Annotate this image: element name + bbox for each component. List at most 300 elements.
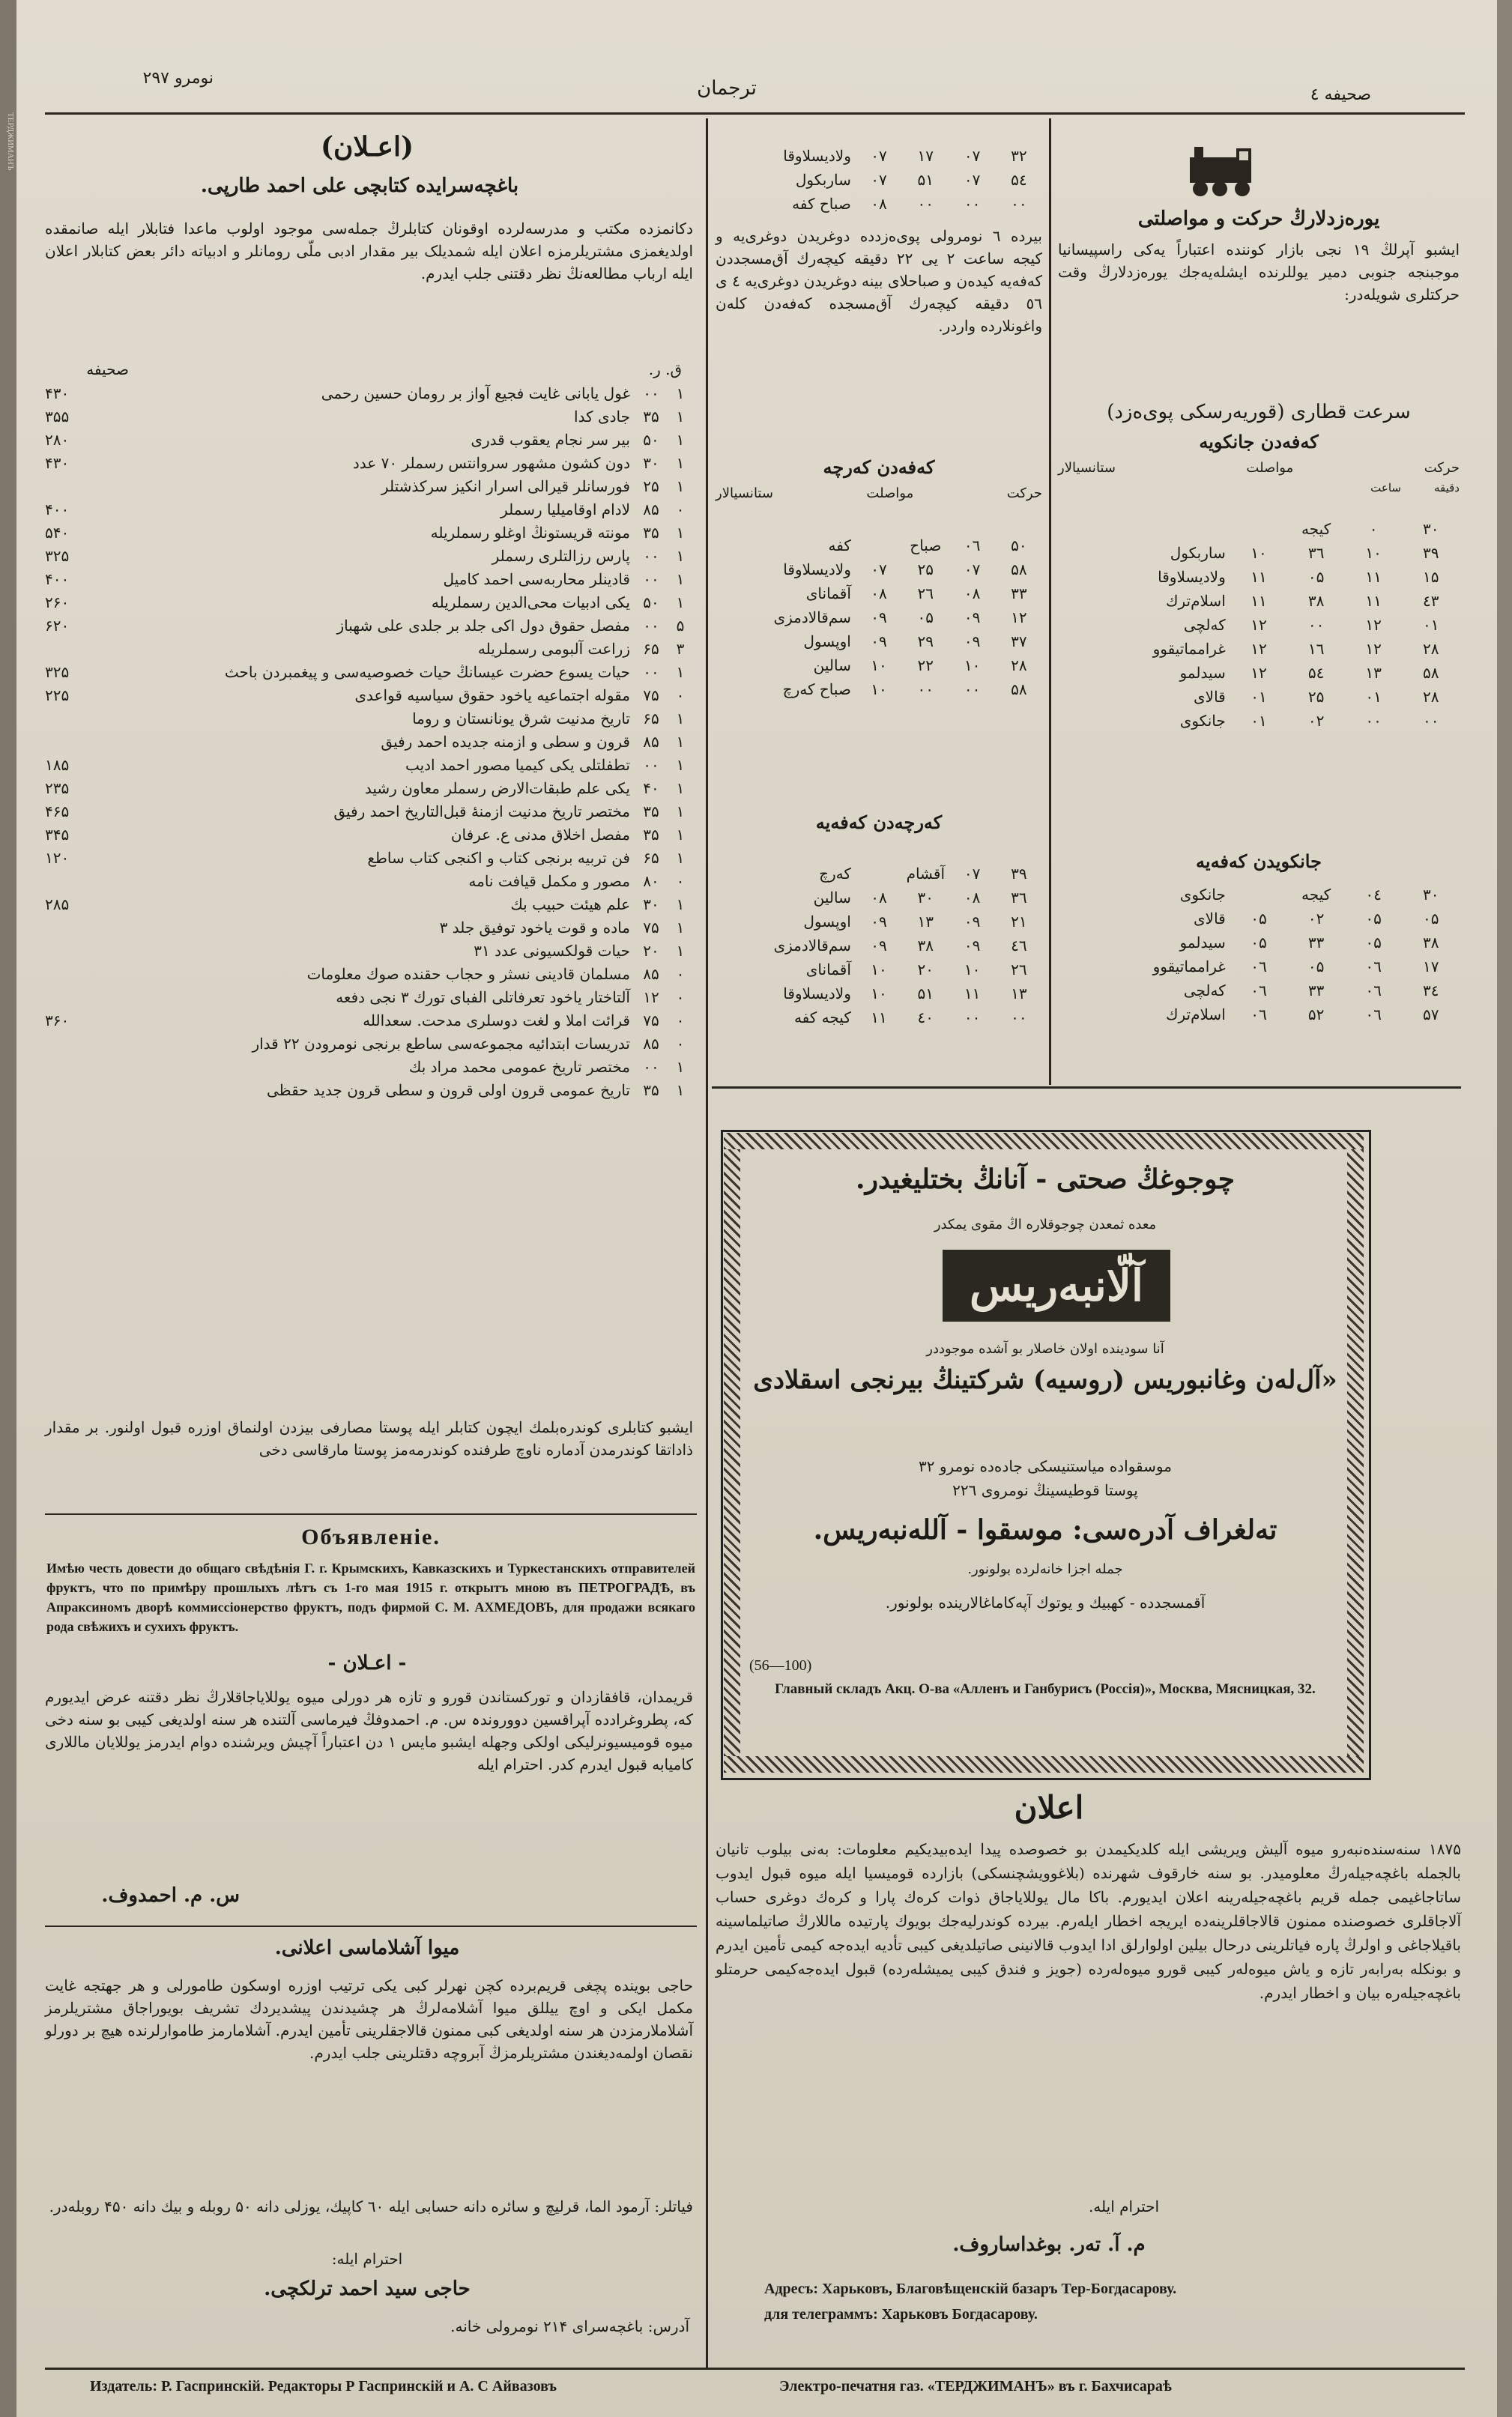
head-depart: حرکت: [1424, 460, 1460, 476]
time-cell: ۱۲: [1251, 640, 1267, 658]
book-row: [45, 429, 693, 452]
book-title: ماده و قوت یاخود توفیق جلد ۳: [439, 919, 630, 937]
book-price: ۴۰۰: [45, 500, 70, 518]
book-price: ۱۲۰: [45, 849, 70, 867]
time-cell: ۱۱: [871, 1008, 887, 1026]
time-cell: ۱٦: [1307, 640, 1325, 658]
col-header-qty: ق. ر.: [648, 360, 682, 378]
book-title: مسلمان قادینی نسثر و حجاب حقنده صوك معلومات: [306, 965, 630, 983]
time-cell: ۰۵: [1251, 910, 1267, 928]
book-row: [45, 614, 693, 638]
timetable-row: [716, 1005, 1042, 1029]
book-price: ۶۲۰: [45, 617, 70, 635]
book-qty: ۵: [676, 617, 685, 635]
book-title: حیات قولکسیونی عدد ۳۱: [474, 942, 630, 960]
time-cell: ۵۸: [1422, 664, 1439, 682]
time-cell: ۰۷: [964, 171, 981, 189]
time-cell: ۰۸: [964, 584, 981, 602]
table4-title: که‌رچه‌دن که‌فه‌یه: [815, 811, 943, 833]
ad-sold: جمله اجزا خانه‌لرده بولونور.: [967, 1561, 1123, 1577]
book-qty: ۱: [676, 1081, 685, 1099]
timetable-row: [716, 958, 1042, 981]
elan3-text: ۱۸۷۵ سنه‌سندەنبەرو میوه آلیش ویریشی ایله کلدیکیمدن بو خصوصده پیدا ایده‌بیدیکیم معلومات: بەنی بیلوب تانیان بالجمله باغچەجیلەرڭ معلومیدر. بو سنه خارقوف شهرنده (بلاغوویشچنسکی) بازارده قومیسیا ایله میوه قبول ایدوب ساتاجاغیمی جمله قریم باغچەجیلەرینه اعلان ایدیورم. باکا مال یوللایاجاق ذوات کرەك پارا و کرەك دوغری حساب آلاجاقلری خصوصنده ممنون قالاجاقلرینه‌ده ایریجه اخطار ایلەرم. بیرده کوندرلیه‌جك بویوك پارتیده ماللارڭ صاتیلماسینه باقیلاجاغی و اولرڭ پاره فیاتلرینی درحال بیلین اولوارلق ادا ایدوب قالانینی صاتیلدیغی کیبی تأدیه ایده‌جه کیمی تأمین ایدرم و بونکله بەرابەر تازه و یاش میوه‌لەر کیبی قورو میوه‌لەرده (جویز و فندق کیبی یمیشلەرده) قبول ایده‌جه‌کیمی حرمتلو باغچەجیلەره بیان و اخطار ایدرم.: [716, 1840, 1461, 2002]
time-cell: کیجه: [1301, 886, 1331, 904]
book-qty: ۱: [676, 710, 685, 727]
time-cell: ۰۸: [871, 195, 887, 213]
head-saat: ساعت: [1370, 481, 1401, 494]
time-cell: [856, 533, 902, 557]
time-cell: ۰۰: [1011, 1008, 1027, 1026]
station-name: کیجه کفه: [793, 1008, 851, 1026]
book-row: [45, 638, 693, 661]
time-cell: [856, 862, 902, 886]
rail-title: یوره‌زدلارڭ حرکت و مواصلتی: [1137, 208, 1380, 230]
book-row: [45, 847, 693, 870]
station-name: سم‌قالادمزی: [773, 608, 851, 626]
book-title: مفصل اخلاق مدنی ع. عرفان: [450, 826, 630, 844]
elan3-title: اعلان: [1014, 1789, 1084, 1826]
station-name: صباح کفه: [792, 195, 851, 213]
book-volume: ۴۰: [643, 779, 659, 797]
book-qty: ۱: [676, 849, 685, 867]
timetable-row: [1058, 661, 1460, 685]
timetable-row: [716, 557, 1042, 581]
timetable-row: [1058, 907, 1460, 931]
time-cell: ۰۵: [1251, 934, 1267, 952]
book-title: مفصل حقوق دول اکی جلد بر جلدی علی شهباز: [336, 617, 630, 635]
time-cell: ۰۵: [1307, 568, 1325, 586]
book-price: ۲۸۰: [45, 431, 70, 449]
page-edge-left: [0, 0, 16, 2417]
brand-logo: آلّانبه‌ریس: [943, 1250, 1170, 1322]
time-cell: ۰۵: [1422, 910, 1439, 928]
book-qty: ۰: [676, 500, 685, 518]
ad-telegraph: ته‌لغراف آدره‌سی: موسقوا - آللەنبه‌ریس.: [813, 1514, 1277, 1546]
time-cell: ۲٦: [1011, 961, 1027, 978]
book-title: پارس رزالتلری رسملر: [492, 547, 630, 565]
book-price: [45, 707, 105, 730]
book-row: [45, 893, 693, 916]
book-row: [45, 940, 693, 963]
book-title: تدریسات ابتدائیه مجموعه‌سی ساطع برنجی نومرودن ۲۲ قدار: [252, 1035, 630, 1053]
time-cell: ۰۰: [964, 680, 981, 698]
time-cell: ۱۳: [1011, 984, 1027, 1002]
station-name: که‌لچی: [1183, 616, 1226, 634]
elan3-ru-address: [764, 2278, 1454, 2300]
time-cell: ۰۷: [871, 171, 887, 189]
book-price: [45, 916, 105, 940]
head3-arrive: مواصلت: [866, 485, 914, 501]
station-name: کفه: [828, 536, 851, 554]
time-cell: ۳۰: [1422, 520, 1439, 538]
station-name: که‌رچ: [819, 865, 851, 883]
head-arrive: مواصلت: [1246, 460, 1294, 476]
book-volume: ۵۰: [643, 593, 659, 611]
timetable-1: [1058, 517, 1460, 733]
time-cell: ۳۸: [917, 937, 934, 955]
station-name: صباح که‌رچ: [782, 680, 851, 698]
time-cell: صباح: [910, 536, 942, 554]
time-cell: ۰۷: [964, 865, 981, 883]
time-cell: ۳۲: [1011, 147, 1027, 165]
time-cell: ۲۸: [1422, 640, 1439, 658]
book-title: مقوله اجتماعیه یاخود حقوق سیاسیه قواعدی: [354, 686, 630, 704]
time-cell: ۱۷: [1422, 958, 1439, 975]
timetable-row: [1058, 541, 1460, 565]
ad-address1: موسقواده میاستنیسکی جاده‌ده نومرو ۳۲: [919, 1457, 1172, 1475]
time-cell: ۳۹: [1422, 544, 1439, 562]
fruit-text: حاجی بوینده پچغی قریم‌برده کچن نهرلر کبی یکی ترتیب اوزره اوسکون طامورلی و هر جهتجه غایت مکمل ایکی و اوچ ییللق میوا آشلامه‌لرڭ هر چشیدندن پیشدیردك تشریف بویوراجاق مشتریلرمز آشلاملارمزدن هر سنه اولدیغی کبی ممنون قالاجقلرینی تأمین ایدرم. آشلامارمز طاموارلرنده هیچ بر دورلو نقصان اولمه‌دیغندن مشتریلرمزڭ آبروچه دقتلرینی جلب ایدرم.: [45, 1976, 693, 2062]
time-cell: ۰۸: [871, 584, 887, 602]
ad-sub2: آنا سودینده اولان خاصلار بو آشده موجوددر: [926, 1341, 1164, 1357]
book-volume: ۳۵: [643, 524, 659, 542]
book-row: [45, 754, 693, 777]
time-cell: ۱۱: [964, 984, 981, 1002]
time-cell: ۰۰: [917, 195, 934, 213]
time-cell: ۱۲: [1251, 664, 1267, 682]
rule-1: [45, 1513, 697, 1515]
book-qty: ۱: [676, 524, 685, 542]
time-cell: ۰٦: [1365, 958, 1382, 975]
timetable-row: [716, 629, 1042, 653]
station-name: اوپسول: [803, 632, 851, 650]
ad-sub1: معده ثمعدن چوجوقلاره اڭ مقوی یمکدر: [934, 1217, 1157, 1232]
ru-address: Харьковъ, Благовѣщенскiй базаръ Тер-Богдасарову.: [822, 2281, 1177, 2297]
timetable-row: [1058, 931, 1460, 955]
station-name: جانکوی: [1179, 712, 1226, 730]
head-station: ستانسیالار: [1058, 460, 1116, 476]
timetable-row: [716, 605, 1042, 629]
book-row: [45, 475, 693, 498]
book-qty: ۱: [676, 802, 685, 820]
book-title: فن تربیه برنجی کتاب و اکنجی کتاب ساطع: [367, 849, 630, 867]
timetable-row: [716, 981, 1042, 1005]
time-cell: ۱۰: [1365, 544, 1382, 562]
elan3-ru-tel: [764, 2303, 1454, 2326]
book-price: ۴۳۰: [45, 384, 70, 402]
timetable-mid-top: [716, 144, 1042, 216]
time-cell: ۱۳: [917, 913, 934, 931]
page-edge-right: [1497, 0, 1512, 2417]
time-cell: ۳٦: [1307, 544, 1325, 562]
timetable-row: [1058, 637, 1460, 661]
footer-publisher: Издатель: Р. Гаспринскiй. Редакторы Р Гаспринскiй и А. С Айвазовъ: [90, 2378, 557, 2395]
time-cell: ۱۰: [871, 680, 887, 698]
station-name: [1058, 517, 1230, 541]
book-price: [45, 475, 105, 498]
fruit-regards: احترام ایله:: [331, 2250, 403, 2268]
station-name: سیدلمو: [1179, 934, 1226, 952]
station-name: جانکوی: [1179, 886, 1226, 904]
book-price: [45, 730, 105, 754]
ad-border-left: [724, 1149, 740, 1756]
time-cell: ٤٠: [917, 1008, 934, 1026]
book-row: [45, 1032, 693, 1056]
book-volume: ۳۵: [643, 826, 659, 844]
book-price: ۳۵۵: [45, 408, 70, 426]
book-qty: ۱: [676, 593, 685, 611]
time-cell: ۰۹: [871, 632, 887, 650]
book-title: قرائت املا و لغت دوسلری مدحت. سعدالله: [363, 1011, 630, 1029]
book-volume: ۰۰: [643, 1058, 659, 1076]
column-divider-right: [1049, 118, 1051, 1085]
book-title: قادینلر محاربه‌سی احمد کامیل: [443, 570, 630, 588]
time-cell: ۰۱: [1365, 688, 1382, 706]
ad-border-top: [724, 1133, 1364, 1149]
station-name: غرامماتیقوو: [1152, 958, 1226, 975]
timetable-row: [1058, 517, 1460, 541]
book-qty: ۱: [676, 756, 685, 774]
timetable-row: [716, 168, 1042, 192]
book-qty: ۱: [676, 408, 685, 426]
book-title: تاریخ مدنیت شرق یونانستان و روما: [412, 710, 630, 727]
book-price: ۴۳۰: [45, 454, 70, 472]
book-volume: ۸۵: [643, 500, 659, 518]
time-cell: ۰٦: [1365, 981, 1382, 999]
book-qty: ۰: [676, 965, 685, 983]
time-cell: آقشام: [906, 865, 946, 883]
book-volume: ۵۰: [643, 431, 659, 449]
book-title: قرون و سطی و ازمنه جدیده احمد رفیق: [381, 733, 630, 751]
book-volume: ۲۰: [643, 942, 659, 960]
time-cell: [1230, 517, 1288, 541]
time-cell: ۱۰: [871, 656, 887, 674]
station-name: اسلام‌ترك: [1166, 1005, 1226, 1023]
time-cell: ۰۹: [964, 608, 981, 626]
book-price: ۱۸۵: [45, 756, 70, 774]
book-qty: ۰: [676, 1035, 685, 1053]
newspaper-name: ترجمان: [697, 77, 757, 100]
station-name: ولادیسلاوقا: [1158, 568, 1226, 586]
time-cell: ۳۷: [1011, 632, 1027, 650]
time-cell: ۲۱: [1011, 913, 1027, 931]
book-price: ۲۳۵: [45, 779, 70, 797]
book-qty: ۱: [676, 826, 685, 844]
time-cell: ۵٤: [1307, 664, 1325, 682]
book-title: تطفلتلی یکی کیمیا مصور احمد ادیب: [405, 756, 630, 774]
time-cell: ۱۱: [1365, 592, 1382, 610]
book-list: [45, 382, 693, 1102]
time-cell: ۱۳: [1365, 664, 1382, 682]
station-name: ولادیسلاوقا: [783, 147, 851, 165]
book-price: [45, 1032, 105, 1056]
book-row: [45, 405, 693, 429]
timetable-row: [716, 677, 1042, 701]
book-qty: ۱: [676, 570, 685, 588]
book-title: لادام اوقامیلیا رسملر: [501, 500, 630, 518]
book-volume: ۸۵: [643, 965, 659, 983]
time-cell: ۱۵: [1422, 568, 1439, 586]
time-cell: ۰۸: [871, 889, 887, 907]
book-row: [45, 870, 693, 893]
time-cell: ۰٦: [1251, 1005, 1267, 1023]
ad-sold2: آقمسجدده - کهبیك و یوتوك آپه‌کاماغالارینده بولونور.: [885, 1594, 1206, 1612]
book-footer-note: ایشبو کتابلری کوندره‌بلمك ایچون کتابلر ایله پوستا مصارفی بیزدن اولنماق اوزره قبول اولنور. بر مقدار ذاداتقا کوندرمدن آدماره ناوچ طرفنده کوندرمه‌مز پوستا مارقاسی دخی: [45, 1418, 693, 1459]
book-price: ۳۲۵: [45, 663, 70, 681]
book-price: ۵۴۰: [45, 524, 70, 542]
timetable-row: [1058, 1002, 1460, 1026]
book-row: [45, 684, 693, 707]
book-qty: ۱: [676, 663, 685, 681]
time-cell: ۰۷: [964, 147, 981, 165]
station-name: آقمانای: [805, 584, 851, 602]
book-row: [45, 730, 693, 754]
rule-right-1: [712, 1086, 1461, 1089]
time-cell: ۰۹: [871, 608, 887, 626]
timetable-row: [1058, 883, 1460, 907]
timetable-2: [1058, 883, 1460, 1026]
time-cell: ۳۸: [1422, 934, 1439, 952]
book-qty: ۱: [676, 547, 685, 565]
station-name: سالین: [813, 889, 851, 907]
timetable-row: [716, 581, 1042, 605]
book-qty: ۱: [676, 477, 685, 495]
issue-number: نومرو ۲۹۷: [142, 69, 214, 88]
station-name: سم‌قالادمزی: [773, 937, 851, 955]
book-row: [45, 382, 693, 405]
station-name: سالین: [813, 656, 851, 674]
time-cell: ۵۸: [1011, 560, 1027, 578]
book-volume: ۸۵: [643, 733, 659, 751]
station-name: اوپسول: [803, 913, 851, 931]
fast-train-title: سرعت قطاری (قوریه‌رسکی پوی‌ه‌زد): [1107, 401, 1411, 423]
ad-border-right: [1347, 1149, 1364, 1756]
ad-company: «آل‌لەن وغانبوریس (روسیه) شرکتینڭ بیرنجی اسقلادی: [753, 1365, 1337, 1395]
book-row: [45, 1009, 693, 1032]
book-qty: ۱: [676, 384, 685, 402]
timetable-row: [716, 653, 1042, 677]
book-price: [45, 1079, 105, 1102]
train-icon: [1184, 141, 1259, 201]
time-cell: ۲۸: [1011, 656, 1027, 674]
ad-headline: چوجوغڭ صحتی - آنانڭ بختلیغیدر.: [856, 1164, 1235, 1195]
timetable-row: [716, 533, 1042, 557]
time-cell: ۵۱: [917, 171, 934, 189]
book-price: ۴۶۵: [45, 802, 70, 820]
book-qty: ۰: [676, 872, 685, 890]
book-qty: ۱: [676, 942, 685, 960]
time-cell: ۰۰: [1307, 616, 1325, 634]
time-cell: ٤٦: [1011, 937, 1027, 955]
book-volume: ۸۵: [643, 1035, 659, 1053]
elan2-sign: س. م. احمدوف.: [101, 1884, 240, 1907]
time-cell: ۱۱: [1251, 568, 1267, 586]
time-cell: ۱۰: [964, 656, 981, 674]
time-cell: ۲۰: [917, 961, 934, 978]
table1-title: که‌فه‌دن جانکویه: [1199, 431, 1319, 453]
head3-depart: حرکت: [1006, 485, 1042, 501]
head-dakika: دقیقه: [1433, 481, 1460, 494]
book-row: [45, 521, 693, 545]
book-price: ۲۸۵: [45, 895, 70, 913]
time-cell: ۰۵: [917, 608, 934, 626]
time-cell: ۵۱: [917, 984, 934, 1002]
elan3-regards: احترام ایله.: [1088, 2197, 1160, 2215]
book-qty: ۱: [676, 1058, 685, 1076]
book-title: علم هیئت حبیب بك: [510, 895, 630, 913]
timetable-row: [716, 192, 1042, 216]
book-title: زراعت آلبومی رسملریله: [477, 640, 630, 658]
fruit-title: میوا آشلاماسی اعلانی.: [274, 1937, 460, 1959]
book-qty: ۱: [676, 895, 685, 913]
book-title: یکی ادبیات محی‌الدین رسملریله: [431, 593, 630, 611]
time-cell: ۳۳: [1307, 981, 1325, 999]
page-number: صحیفه ٤: [1310, 85, 1371, 104]
time-cell: ۱۱: [1365, 568, 1382, 586]
time-cell: ٠٦: [964, 536, 981, 554]
time-cell: ۲۲: [917, 656, 934, 674]
time-cell: ۰۱: [1251, 712, 1267, 730]
time-cell: ۵۰: [1011, 536, 1027, 554]
column-divider-main: [706, 118, 708, 2370]
time-cell: ۰٦: [1365, 1005, 1382, 1023]
book-volume: ۳۵: [643, 1081, 659, 1099]
time-cell: ۰۷: [871, 560, 887, 578]
time-cell: ۰۰: [917, 680, 934, 698]
time-cell: ۲۹: [917, 632, 934, 650]
book-title: مختصر تاریخ مدنیت ازمنهٔ قبل‌التاریخ احمد رفیق: [333, 802, 630, 820]
book-row: [45, 963, 693, 986]
book-price: [45, 870, 105, 893]
ru-address-label: Адресъ:: [764, 2281, 819, 2297]
time-cell: ۳۹: [1011, 865, 1027, 883]
book-row: [45, 498, 693, 521]
book-row: [45, 452, 693, 475]
book-qty: ۱: [676, 454, 685, 472]
book-qty: ۰: [676, 686, 685, 704]
timetable-row: [1058, 685, 1460, 709]
station-name: قالای: [1194, 910, 1226, 928]
station-name: که‌لچی: [1183, 981, 1226, 999]
time-cell: ٣٦: [1011, 889, 1027, 907]
book-title: فورسانلر قیرالی اسرار انکیز سرکذشتلر: [381, 477, 630, 495]
time-cell: ٤۳: [1422, 592, 1439, 610]
book-volume: ۷۵: [643, 919, 659, 937]
book-price: ۲۶۰: [45, 593, 70, 611]
book-row: [45, 777, 693, 800]
book-volume: ۰۰: [643, 617, 659, 635]
book-qty: ۱: [676, 431, 685, 449]
book-volume: ۲۵: [643, 477, 659, 495]
timetable-3: [716, 533, 1042, 701]
russian-announcement-text: Имѣю честь довести до общаго свѣдѣнiя Г. г. Крымскихъ, Кавказскихъ и Туркестанскихъ отправителей фруктъ, что по примѣру прошлыхъ лѣтъ съ 1-го мая 1915 г. открытъ мною въ ПЕТРОГРАДѢ, въ Апраксиномъ дворѣ коммиссiонерство фруктъ, подъ фирмой С. М. АХМЕДОВЪ, для продажи всякаго рода свѣжихъ и сухихъ фруктъ.: [46, 1561, 695, 1634]
book-volume: ۳۵: [643, 408, 659, 426]
station-name: ولادیسلاوقا: [783, 560, 851, 578]
book-row: [45, 707, 693, 730]
footer-rule: [45, 2368, 1465, 2370]
time-cell: ۰۲: [1307, 712, 1325, 730]
time-cell: ۱۱: [1251, 592, 1267, 610]
book-volume: ۰۰: [643, 663, 659, 681]
time-cell: ۳٤: [1422, 981, 1439, 999]
time-cell: ۰۹: [964, 937, 981, 955]
time-cell: ۲۸: [1422, 688, 1439, 706]
timetable-row: [1058, 709, 1460, 733]
timetable-row: [1058, 589, 1460, 613]
timetable-row: [716, 934, 1042, 958]
time-cell: ۳۰: [1422, 886, 1439, 904]
book-price: [45, 638, 105, 661]
book-volume: ۷۵: [643, 1011, 659, 1029]
book-price: ۲۲۵: [45, 686, 70, 704]
book-title: غول یابانی غایت فجیع آواز بر رومان حسین رحمی: [321, 384, 630, 402]
table2-title: جانکویدن که‌فه‌یه: [1196, 850, 1322, 872]
station-name: قالای: [1194, 688, 1226, 706]
time-cell: ۱۲: [1251, 616, 1267, 634]
edge-text: ТЕРДЖИМАНЪ: [6, 112, 15, 171]
time-cell: ۰۰: [964, 195, 981, 213]
time-cell: ۳۸: [1307, 592, 1325, 610]
